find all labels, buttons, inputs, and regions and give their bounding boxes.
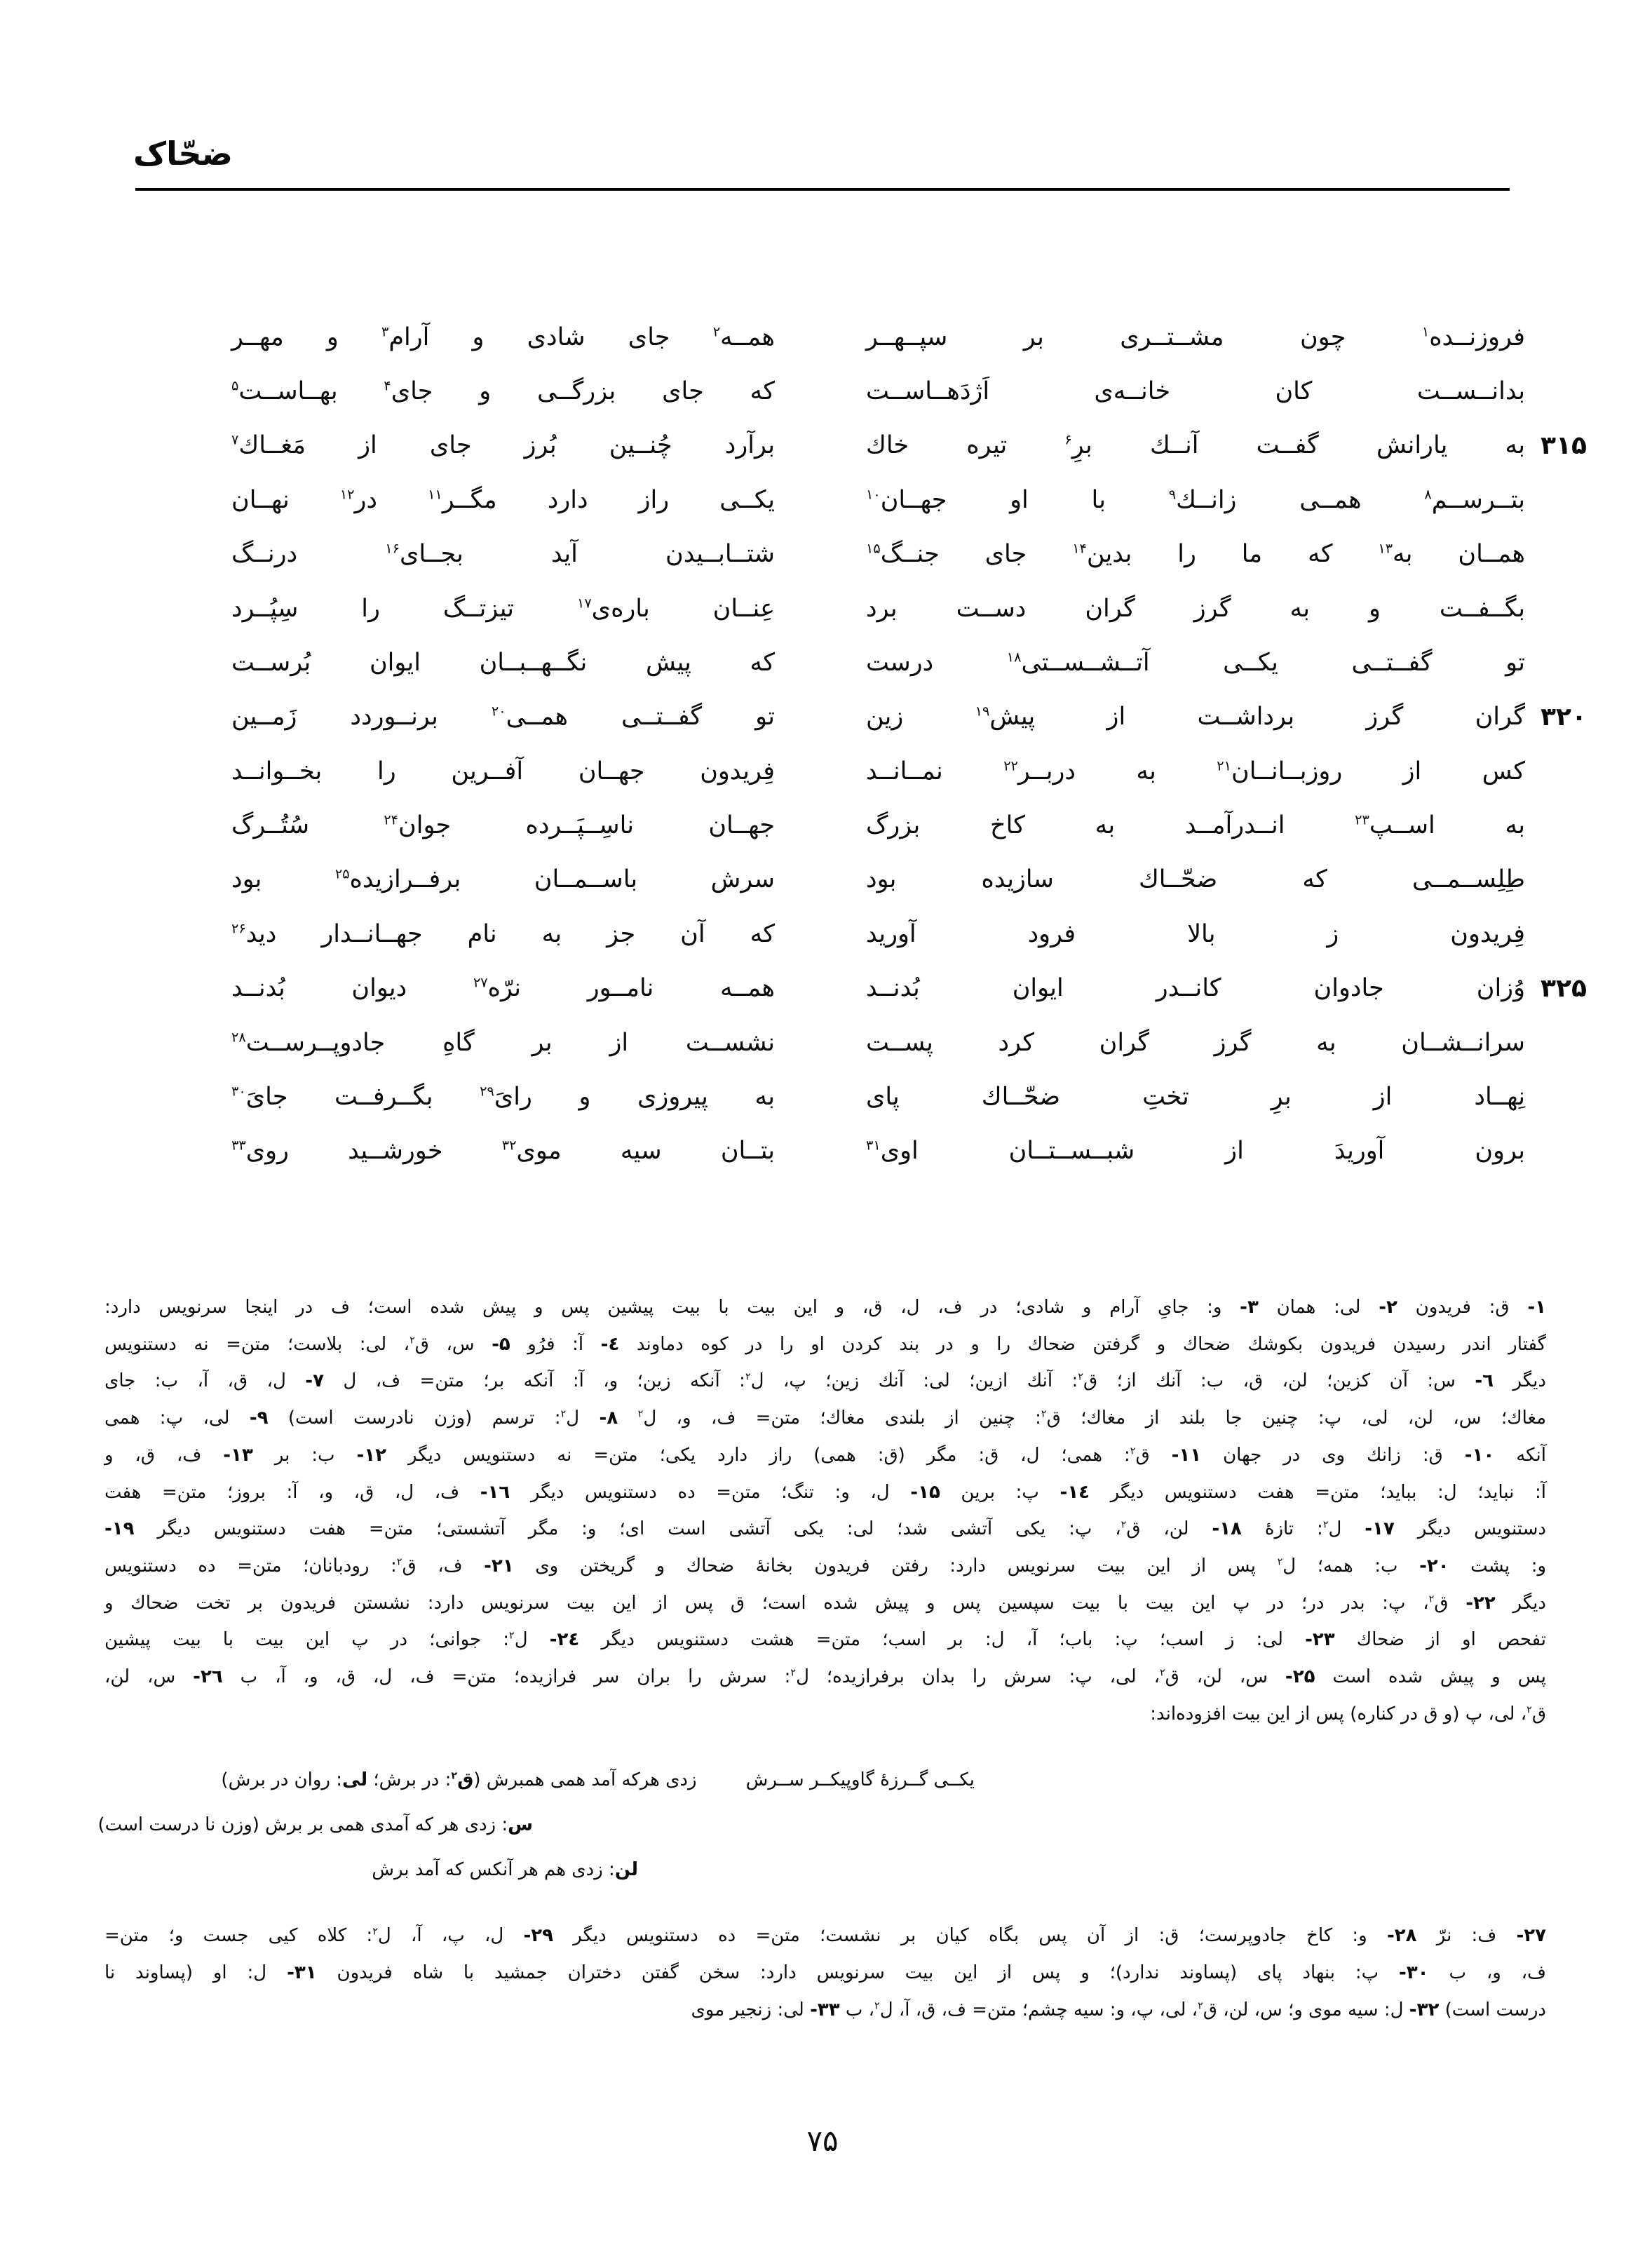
footnote-line: ف، و، ب ۳۰- پ: بنهاد پای (پساوند ندارد)؛ و پس از این بیت سرنویس دارد: سخن گفتن دختران جمشید با شاه فریدون ۳۱- ل: او (پساوند نا: [104, 1962, 1546, 1984]
footnote-line: آ: نباید؛ ل: بباید؛ متن= هفت دستنویس دیگر ۱٤- پ: برین ۱۵- ل، و: تنگ؛ متن= ده دستنویس دیگر ۱٦- ف، ل، ق، و، آ: بروز؛ متن= هفت: [104, 1481, 1547, 1503]
footnote-line: ۱- ق: فریدون ۲- لی: همان ۳- و: جایِ آرام و شادی؛ در ف، ل، ق، و این بیت با بیت پیشین پس و پیش شده است؛ ف در اینجا سرنویس دارد:: [104, 1297, 1546, 1318]
verse-number: ۳۱۵: [1541, 431, 1587, 460]
verse-row: [231, 961, 1602, 1015]
hemistich-left: شتــابــیدن آید بجــای$^{۱۶}$ درنــگ: [231, 540, 775, 569]
verse-row: [231, 853, 1602, 907]
hemistich-left: فِریدون جهــان آفــرین را بخــوانــد: [231, 757, 775, 785]
footnote-verse-quote: [104, 1757, 975, 1802]
hemistich-right: گران گرز برداشــت از پیش$^{۱۹}$ زین: [866, 703, 1525, 731]
footnote-line: تفحص او از ضحاك ۲۳- لی: ز اسب؛ پ: باب؛ آ، ل: بر اسب؛ متن= هشت دستنویس دیگر ۲٤- ل$^۲$: جوانی؛ در پ این بیت با بیت پیشین: [104, 1629, 1546, 1651]
page-number: ۷۵: [806, 2124, 839, 2158]
hemistich-right: همــان به$^{۱۳}$ که ما را بدین$^{۱۴}$ جای جنــگ$^{۱۵}$: [866, 540, 1525, 569]
quote-hemistich-left: زدی هرکه آمد همی همبرش (ق$^۲$: در برش؛ لی: روان در برش): [221, 1769, 697, 1791]
hemistich-left: عِنــان باره‌ی$^{۱۷}$ تیزتــگ را سِپُــرد: [231, 594, 775, 623]
hemistich-right: طِلِســمــی که ضحّــاك سازیده بود: [866, 865, 1525, 894]
hemistich-right: نِهــاد از برِ تختِ ضحّــاك پای: [866, 1083, 1525, 1112]
hemistich-left: همــه$^۲$ جای شادی و آرام$^۳$ و مهــر: [231, 323, 775, 351]
verse-row: [231, 310, 1602, 364]
verse-row: [231, 1124, 1602, 1178]
running-head-title: ضحّاک: [133, 135, 233, 173]
verse-row: [231, 799, 1602, 853]
verse-row: [231, 364, 1602, 418]
hemistich-right: فِریدون ز بالا فرود آورید: [866, 919, 1525, 948]
verse-number: ۳۲۰: [1541, 702, 1587, 731]
footnote-line: و: پشت ۲۰- ب: همه؛ ل$^۲$ پس از این بیت سرنویس دارد: رفتن فریدون بخانهٔ ضحاك و گریختن وی ۲۱- ف، ق$^۲$: رودبانان؛ متن= ده دستنویس: [104, 1555, 1547, 1577]
verse-row: [231, 744, 1602, 798]
hemistich-right: وُزان جادوان کانــدر ایوان بُدنــد: [866, 974, 1525, 1003]
footnote-variant-line: لن: زدی هم هر آنکس که آمد برش: [372, 1859, 638, 1881]
hemistich-right: به اســپ$^{۲۳}$ انــدرآمــد به کاخ بزرگ: [866, 811, 1525, 840]
hemistich-right: فروزنــده$^۱$ چون مشــتــری بر سپــهــر: [866, 323, 1525, 351]
verse-row: [231, 419, 1602, 473]
footnote-line: گفتار اندر رسیدن فریدون بکوشك ضحاك و گرفتن ضحاك را و در بند كردن او را در كوه دماوند ٤- آ: فرُو ۵- س، ق$^۲$، لی: بلاست؛ متن= نه دستنویس: [104, 1333, 1546, 1355]
footnote-line: ق$^۲$، لی، پ (و ق در کناره) پس از این بیت افزوده‌اند:: [1150, 1703, 1546, 1724]
hemistich-right: تو گفــتــی یکــی آتــشــســتی$^{۱۸}$ درست: [866, 648, 1525, 677]
footnote-line: پس و پیش شده است ۲۵- س، لن، ق$^۲$، لی، پ: سرش را بدان برفرازیده؛ ل$^۲$: سرش را بران سر فرازیده؛ متن= ف، ل، ق، و، آ، ب ۲٦- س، لن،: [104, 1666, 1546, 1688]
verse-row: [231, 907, 1602, 961]
hemistich-left: تو گفــتــی همــی$^{۲۰}$ برنــوردد زَمــین: [231, 703, 775, 731]
hemistich-right: به یارانش گفــت آنــك برِ$^۶$ تیره خاك: [866, 431, 1526, 460]
verse-row: [231, 527, 1602, 581]
header-rule: [135, 188, 1510, 191]
hemistich-right: بتــرســم$^۸$ همــی زانــك$^۹$ با او جهــان$^{۱۰}$: [866, 485, 1525, 514]
verse-row: [231, 1069, 1602, 1123]
footnote-line: درست است) ۳۲- ل: سیه موی و؛ س، لن، ق$^۲$، لی، پ، و: سیه چشم؛ متن= ف، ق، آ، ل$^۲$، ب ۳۳- لی: زنجیر موی: [691, 1999, 1546, 2020]
footnote-line: آنکه ۱۰- ق: زانك وی در جهان ۱۱- ق$^۲$: همی؛ ل، ق: مگر (ق: همی) راز دارد یکی؛ متن= نه دستنویس دیگر ۱۲- ب: بر ۱۳- ف، ق، و: [104, 1444, 1546, 1466]
hemistich-left: برآرد چُنــین بُرز جای از مَغــاك$^۷$: [231, 431, 775, 460]
hemistich-right: کس از روزبــانــان$^{۲۱}$ به دربــر$^{۲۲}$ نمــانــد: [866, 757, 1525, 785]
hemistich-left: جهــان ناسِــپَــرده جوان$^{۲۴}$ سُتُــرگ: [231, 811, 775, 840]
verse-columns: [231, 310, 1602, 1178]
hemistich-left: سرش باســمــان برفــرازیده$^{۲۵}$ بود: [231, 865, 775, 894]
footnote-line: ۲۷- ف: نرّ ۲۸- و: کاخ جادوپرست؛ ق: از آن پس بگاه کیان بر نشست؛ متن= ده دستنویس دیگر ۲۹- ل، پ، آ، ل$^۲$: کلاه کیی جست و؛ متن=: [104, 1925, 1546, 1947]
hemistich-left: که جای بزرگــی و جای$^۴$ بهــاســت$^۵$: [231, 377, 775, 405]
quote-hemistich-right: یکــی گــرزهٔ گاوپیکــر ســرش: [745, 1769, 975, 1791]
hemistich-left: یکــی راز دارد مگــر$^{۱۱}$ در$^{۱۲}$ نهــان: [231, 485, 775, 514]
footnote-line: دیگر ٦- س: آن كزین؛ لن، ق، ب: آنك از؛ ق$^۲$: آنك ازین؛ لی: آنك زین؛ پ، ل$^۲$: آنكه زین؛ و، آ: آنكه بر؛ متن= ف، ل ۷- ل، ق، آ، ب: جای: [104, 1370, 1546, 1392]
hemistich-left: نشســت از بر گاهِ جادوپــرســت$^{۲۸}$: [231, 1028, 775, 1057]
verse-row: [231, 1015, 1602, 1069]
hemistich-right: بگــفــت و به گرز گران دســت برد: [866, 594, 1525, 623]
verse-row: [231, 690, 1602, 744]
hemistich-right: برون آوریدَ از شبــســتــان اوی$^{۳۱}$: [866, 1137, 1525, 1166]
footnote-variant-line: س: زدی هر که آمدی همی بر برش (وزن نا درست است): [97, 1814, 533, 1836]
verse-number: ۳۲۵: [1541, 973, 1587, 1003]
critical-apparatus: [97, 1289, 1547, 2029]
verse-row: [231, 473, 1602, 527]
hemistich-right: سرانــشــان به گرز گران کرد پســت: [866, 1028, 1525, 1057]
hemistich-left: بتــان سیه موی$^{۳۲}$ خورشــید روی$^{۳۳}$: [231, 1137, 775, 1166]
hemistich-left: که آن جز به نام جهــانــدار دید$^{۲۶}$: [231, 919, 775, 948]
footnote-line: مغاك؛ س، لن، لی، پ: چنین جا بلند از مغاك؛ ق$^۲$: چنین از بلندی مغاك؛ متن= ف، و، ل$^۲$ ۸- ل$^۲$: ترسم (وزن نادرست است) ۹- لی، پ: همی: [104, 1408, 1547, 1429]
hemistich-right: بدانــســت کان خانــه‌ی اَژدَهــاســت: [866, 377, 1525, 405]
verse-row: [231, 581, 1602, 635]
hemistich-left: که پیش نگــهــبــان ایوان بُرســت: [231, 648, 775, 677]
hemistich-left: به پیروزی و رایَ$^{۲۹}$ بگــرفــت جایَ$^{۳۰}$: [231, 1083, 775, 1112]
verse-row: [231, 635, 1602, 689]
footnote-line: دیگر ۲۲- ق$^۲$، پ: بدر در؛ در پ این بیت با بیت سپسین پس و پیش شده است؛ ق پس از این بیت سرنویس دارد: نشستن فریدون بر تخت ضحاك و: [104, 1592, 1546, 1614]
footnote-line: دستنویس دیگر ۱۷- ل$^۲$: تازهٔ ۱۸- لن، ق$^۲$، پ: یکی آتشی شد؛ لی: یکی آتشی است ای؛ و: مگر آتشستی؛ متن= هفت دستنویس دیگر ۱۹-: [104, 1518, 1547, 1540]
hemistich-left: همــه نامــور نرّه$^{۲۷}$ دیوان بُدنــد: [231, 974, 775, 1003]
